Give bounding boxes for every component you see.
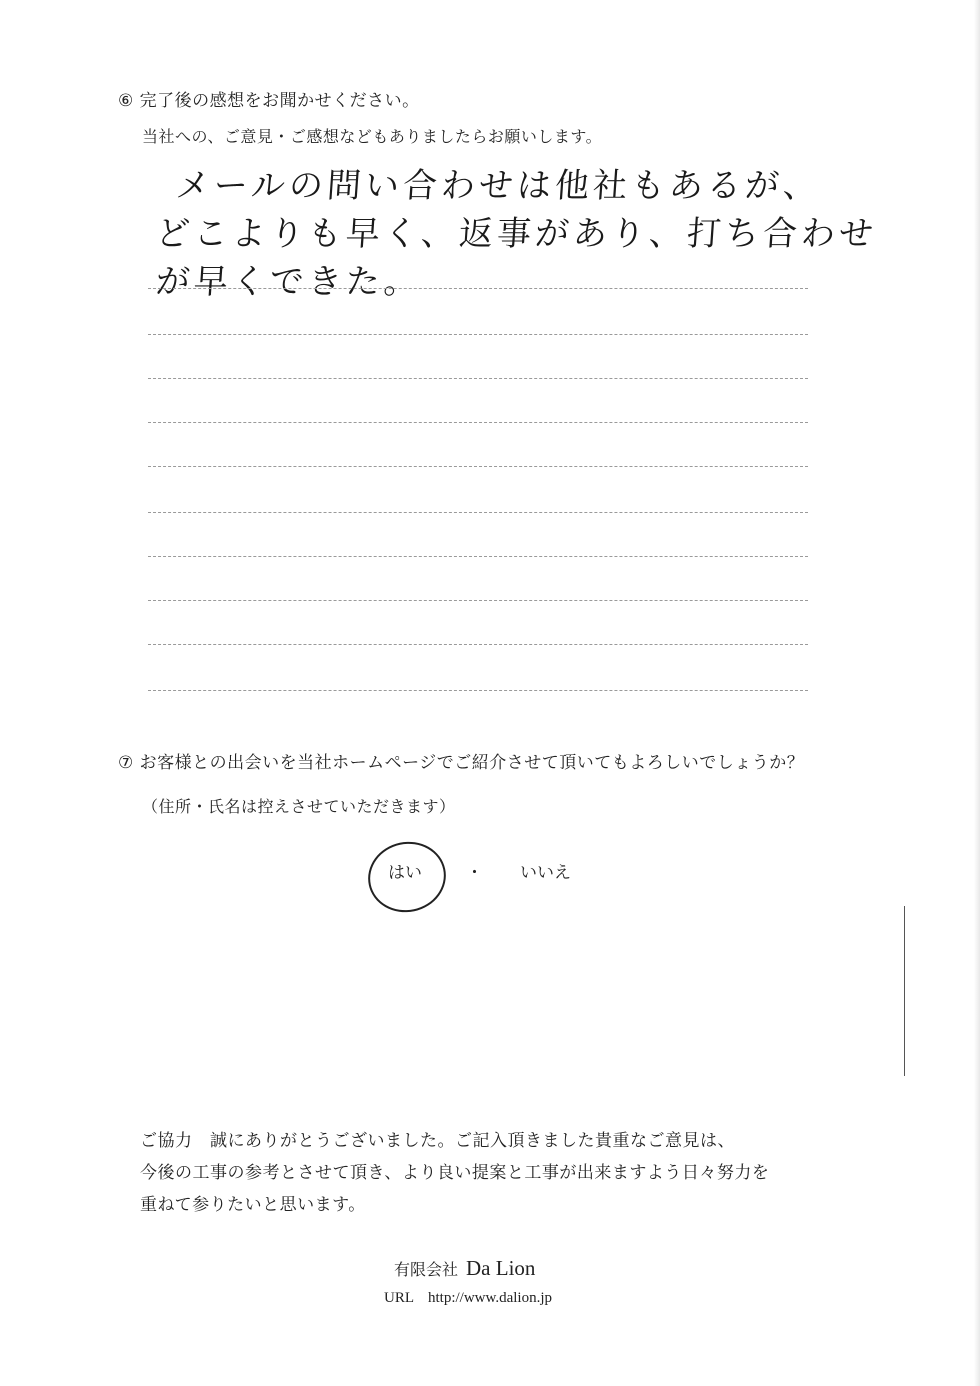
scan-edge-shadow: [974, 0, 980, 1386]
question-6-title: ⑥ 完了後の感想をお聞かせください。: [118, 91, 420, 111]
answer-rule-line: [148, 556, 808, 557]
url-link[interactable]: http://www.dalion.jp: [428, 1290, 553, 1306]
question-7-options: [0, 858, 980, 898]
answer-rule-line: [148, 334, 808, 335]
company-brand: Da Lion: [466, 1256, 536, 1280]
answer-rule-line: [148, 600, 808, 601]
question-7-title: ⑦ お客様との出会いを当社ホームページでご紹介させて頂いてもよろしいでしょうか？: [118, 753, 805, 773]
handwritten-answer-line-2: どこよりも早く、返事があり、打ち合わせ: [154, 214, 879, 254]
company-name: [394, 1256, 535, 1281]
option-yes[interactable]: はい: [388, 863, 422, 883]
question-7-subtitle: （住所・氏名は控えさせていただきます）: [142, 797, 456, 816]
answer-rule-line: [148, 466, 808, 467]
company-url: [384, 1290, 552, 1307]
thanks-line-3: 重ねて参りたいと思います。: [140, 1195, 366, 1215]
answer-rule-line: [148, 288, 808, 289]
option-no[interactable]: いいえ: [520, 863, 571, 883]
answer-rule-line: [148, 422, 808, 423]
option-separator: ・: [466, 863, 483, 883]
question-6-subtitle: 当社への、ご意見・ご感想などもありましたらお願いします。: [142, 127, 603, 146]
handwritten-answer-line-1: メールの問い合わせは他社もあるが、: [174, 166, 823, 206]
answer-rule-line: [148, 512, 808, 513]
answer-rule-line: [148, 378, 808, 379]
url-label: URL: [384, 1290, 414, 1306]
answer-rule-line: [148, 690, 808, 691]
answer-rule-line: [148, 644, 808, 645]
scan-artifact-line: [904, 906, 905, 1076]
handwritten-answer-line-3: が早くできた。: [154, 262, 424, 302]
company-prefix: 有限会社: [394, 1260, 459, 1279]
thanks-line-2: 今後の工事の参考とさせて頂き、より良い提案と工事が出来ますよう日々努力を: [140, 1163, 770, 1183]
thanks-line-1: ご協力 誠にありがとうございました。ご記入頂きました貴重なご意見は、: [140, 1131, 735, 1151]
